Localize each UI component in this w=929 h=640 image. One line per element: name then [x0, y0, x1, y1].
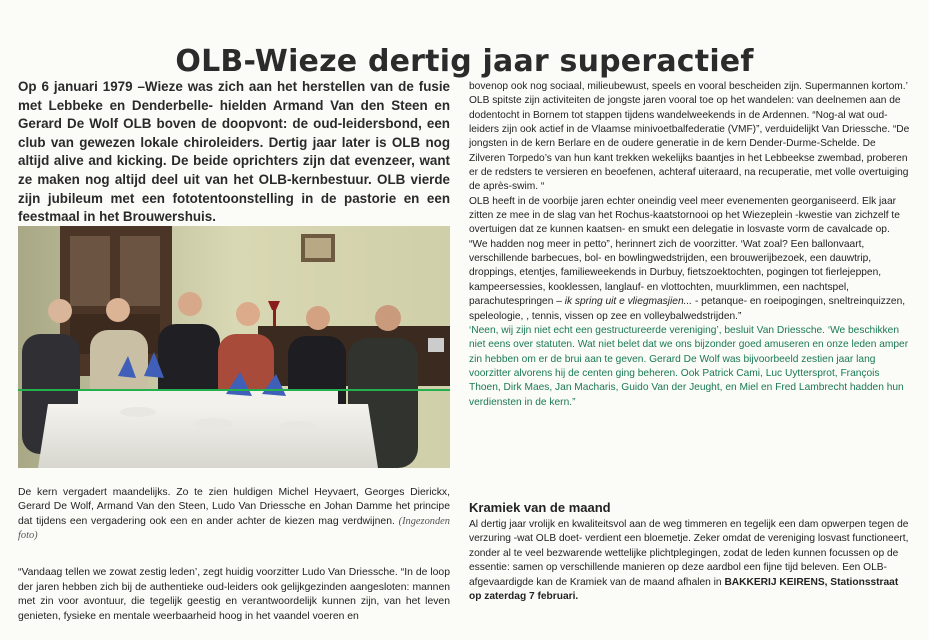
right-column [469, 80, 911, 410]
right-paragraph-1: bovenop ook nog sociaal, milieubewust, speels en vooral bescheiden zijn. Supermannen kortom.’ [469, 81, 908, 92]
right-paragraph-4-end: - petanque- en roeipogingen, sneltreinquizzen, speleologie, , tennis, vissen op zee en volleybalwedstrijden.” [469, 296, 906, 322]
kramiek-text: Al dertig jaar vrolijk en kwaliteitsvol aan de weg timmeren en tegelijk een dam opwerpen tegen de verzuring -wat OLB doet- verdient een bloemetje. Zeker omdat de vereniging losvast functioneert, zonder al te veel bezwarende wettelijke plichtplegingen, zodat de leden kunnen focussen op de essentie: samen op verschillende manieren op deze aardbol een fijne tijd beleven. Een OLB-afgevaardigde kan de Kramiek van de maand afhalen in [469, 519, 909, 588]
kramiek-paragraph [469, 518, 911, 604]
lead-column [18, 78, 450, 227]
right-paragraph-4-quote: ik spring uit e vliegmasjien... [561, 296, 695, 308]
article-lead: Op 6 januari 1979 –Wieze was zich aan het herstellen van de fusie met Lebbeke en Denderbelle- hielden Armand Van den Steen en Gerard De Wolf OLB boven de doopvont: de oud-leidersbond, een club van gewezen lokale chiroleiders. Dertig jaar later is OLB nog altijd alive and kicking. De beide oprichters zijn dat evenzeer, want ze maken nog altijd deel uit van het OLB-kernbestuur. OLB vierde zijn jubileum met een fototentoonstelling in de pastorie en een feestmaal in het Brouwershuis. [18, 79, 450, 225]
photo-caption [18, 486, 450, 544]
right-paragraph-3: OLB heeft in de voorbije jaren echter oneindig veel meer evenementen georganiseerd. Elk jaar zitten ze mee in de slag van het Rochus-kaatstornooi op het Wiezeplein -kwestie van zichzelf te overtuigen dat ze kunnen kaatsen- en smukt een delegatie in losvaste vorm de cavalcade op. [469, 195, 900, 236]
caption-credit: (Ingezonden foto) [18, 515, 450, 542]
body-left-text: “Vandaag tellen we zowat zestig leden’, zegt huidig voorzitter Ludo Van Driessche. “In de loop der jaren hebben zich bij de authentieke oud-leiders ook gelijkgezinden aangesloten: mannen met zin voor avontuur, die tegelijk geestig en verantwoordelijk kunnen zijn, van het leven genieten, fysieke en mentale weerbaarheid hoog in het vaandel voeren en [18, 567, 450, 622]
right-paragraph-2: OLB spitste zijn activiteiten de jongste jaren vooral toe op het wandelen: van deelnemen aan de dodentocht in Bornem tot stappen tijdens wandelweekends in de Ardennen. “Nog-al wat oud-leiders zijn ook actief in de Vlaamse minivoetbalfederatie (VMF)”, verduidelijkt Van Driessche. “De jongsten in de kern Berlare en de oudere generatie in de kern Dender-Durme-Schelde. De Zilveren Torpedo’s van hun kant trekken wekelijks baantjes in het Lebbeekse zwembad, proberen er de redsters te versieren en beoefenen, achteraf uiteraard, na recuperatie, met volle overtuiging de après-swim. “ [469, 95, 910, 193]
right-paragraph-4 [469, 238, 911, 324]
kramiek-bakery: BAKKERIJ KEIRENS, Stationsstraat op zaterdag 7 februari. [469, 576, 899, 603]
group-photo [18, 226, 450, 468]
right-paragraph-4-start: “We hadden nog meer in petto”, herinnert zich de voorzitter. ‘Wat zoal? Een ballonvaart, verschillende barbecues, bol- en bowlingwedstrijden, een brouwerijbezoek, een dauwtrip, droppings, etentjes, familieweekends in Durbuy, fietszoektochten, pogingen tot fierlejeppen, kampeersessies, kooklessen, langlauf- en vlottochten, muurklimmen, een nachtspel, parachutespringen – [469, 238, 882, 308]
group-photo-image [18, 226, 450, 468]
section-subhead: Kramiek van de maand [469, 500, 611, 515]
right-paragraph-5: ‘Neen, wij zijn niet echt een gestructureerde vereniging’, besluit Van Driessche. ‘We beschikken niet eens over statuten. Wat niet belet dat we ons bijzonder goed amuseren en onze leden amper zin hebben om er de brui aan te geven. Gerard De Wolf was bijvoorbeeld zestien jaar lang voorzitter alvorens hij de centen ging beheren. Ook Patrick Cami, Luc Uyttersprot, François Thoen, Dirk Maes, Jan Macharis, Guido Van der Jeught, en Miel en Fred Lambrecht hadden hun verdiensten in de kern.” [469, 324, 909, 408]
article-title: OLB-Wieze dertig jaar superactief [175, 44, 754, 80]
caption-text: De kern vergadert maandelijks. Zo te zien huldigen Michel Heyvaert, Georges Dierickx, Gerard De Wolf, Armand Van den Steen, Ludo Van Driessche en Johan Damme het principe dat tijdens een vergadering ook een en ander achter de kiezen mag verdwijnen. [18, 487, 450, 527]
